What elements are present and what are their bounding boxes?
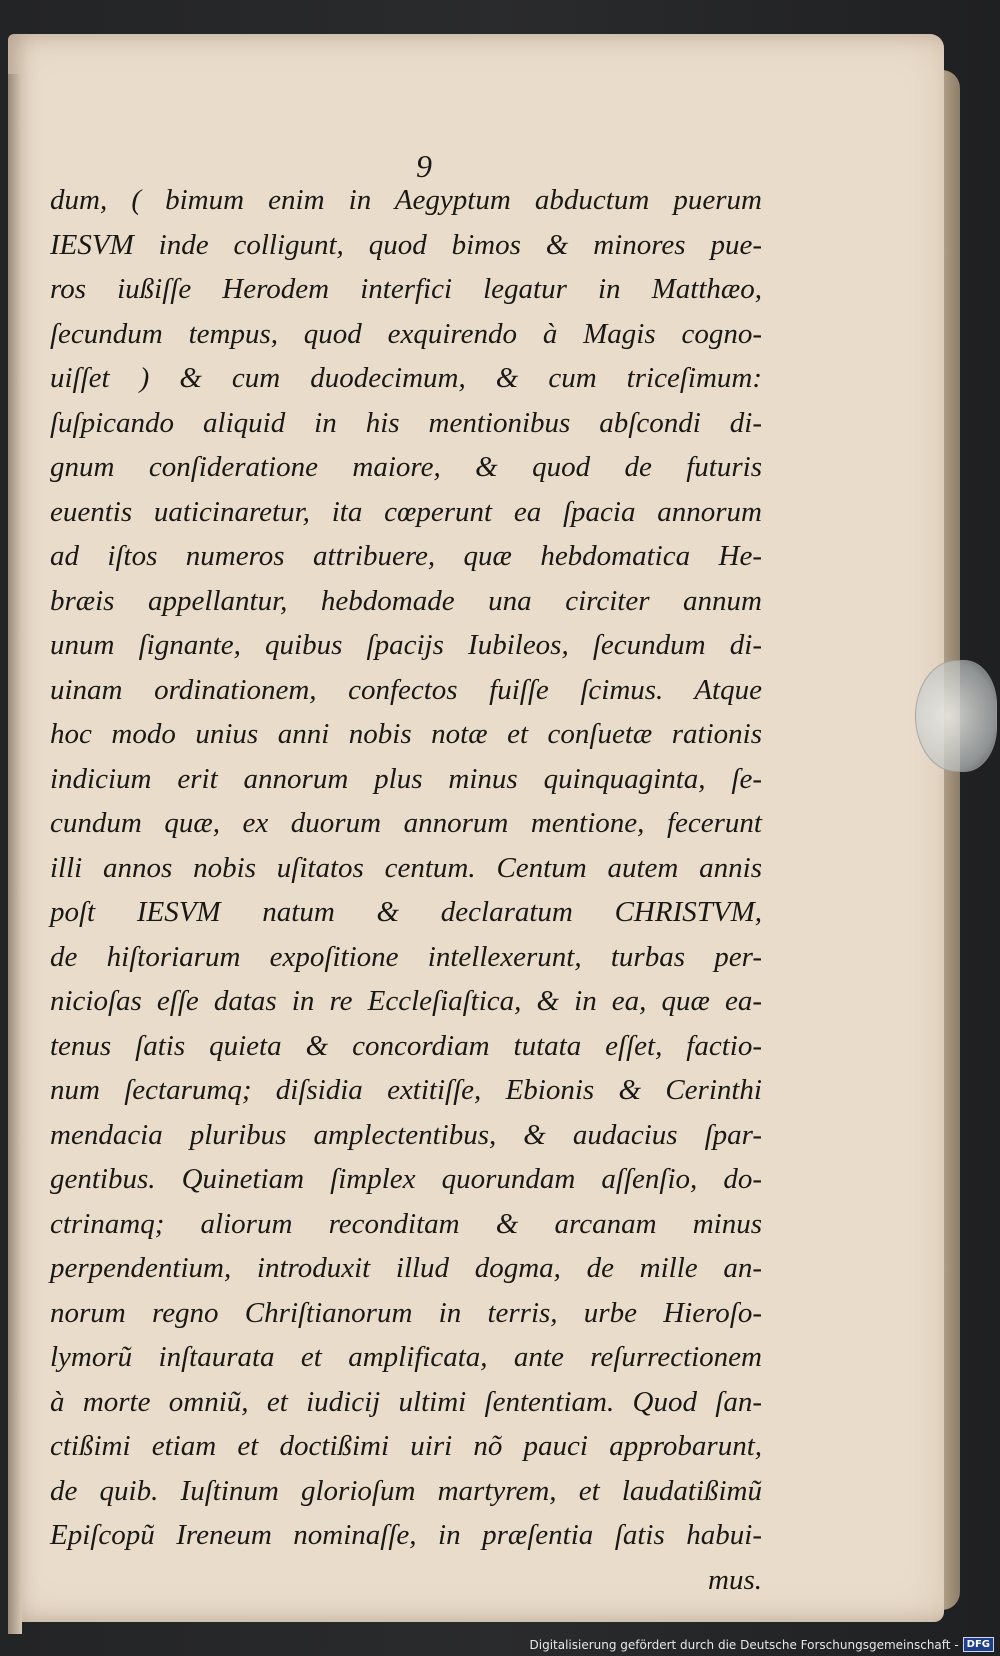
text-line: ſecundum tempus, quod exquirendo à Magis cogno- <box>50 317 762 350</box>
text-line: nicioſas eſſe datas in re Eccleſiaſtica, & in ea, quæ ea- <box>50 985 762 1017</box>
text-line: perpendentium, introduxit illud dogma, de mille an- <box>50 1252 762 1284</box>
text-line: poſt IESVM natum & declaratum CHRISTVM, <box>50 896 762 928</box>
text-line: uiſſet ) & cum duodecimum, & cum triceſimum: <box>50 362 762 394</box>
text-line: de hiſtoriarum expoſitione intellexerunt, turbas per- <box>50 940 762 973</box>
text-line: ad iſtos numeros attribuere, quæ hebdomatica He- <box>50 540 762 572</box>
text-line: ctißimi etiam et doctißimi uiri nõ pauci approbarunt, <box>50 1430 762 1462</box>
text-line: lymorũ inſtaurata et amplificata, ante reſurrectionem <box>50 1341 762 1373</box>
dfg-logo: DFG <box>963 1637 994 1652</box>
text-line: euentis uaticinaretur, ita cœperunt ea ſpacia annorum <box>50 495 762 528</box>
text-line: bræis appellantur, hebdomade una circiter annum <box>50 584 762 617</box>
text-line: ſuſpicando aliquid in his mentionibus abſcondi di- <box>50 406 762 439</box>
text-line: à morte omniũ, et iudicij ultimi ſententiam. Quod ſan- <box>50 1385 762 1418</box>
text-line: ctrinamq; aliorum reconditam & arcanam minus <box>50 1207 762 1240</box>
text-line: indicium erit annorum plus minus quinquaginta, ſe- <box>50 762 762 795</box>
text-line: de quib. Iuſtinum glorioſum martyrem, et laudatißimũ <box>50 1474 762 1507</box>
text-line: num ſectarumq; diſsidia extitiſſe, Ebionis & Cerinthi <box>50 1074 762 1106</box>
text-line: norum regno Chriſtianorum in terris, urbe Hieroſo- <box>50 1296 762 1329</box>
text-line: cundum quæ, ex duorum annorum mentione, fecerunt <box>50 807 762 839</box>
text-line: Epiſcopũ Ireneum nominaſſe, in præſentia ſatis habui- <box>50 1519 762 1551</box>
text-line: gnum conſideratione maiore, & quod de futuris <box>50 451 762 483</box>
text-line: dum, ( bimum enim in Aegyptum abductum puerum <box>50 184 762 216</box>
page-gutter <box>8 74 22 1634</box>
text-line: mendacia pluribus amplectentibus, & audacius ſpar- <box>50 1118 762 1151</box>
text-line: uinam ordinationem, confectos fuiſſe ſcimus. Atque <box>50 673 762 706</box>
text-line: ros iußiſſe Herodem interfici legatur in Matthæo, <box>50 273 762 305</box>
text-line: gentibus. Quinetiam ſimplex quorundam aſſenſio, do- <box>50 1163 762 1195</box>
text-block <box>50 178 762 1602</box>
text-line: illi annos nobis uſitatos centum. Centum autem annis <box>50 851 762 884</box>
page-number: 9 <box>416 148 432 184</box>
page-tab-marker <box>915 660 997 772</box>
text-line: tenus ſatis quieta & concordiam tutata eſſet, factio- <box>50 1029 762 1062</box>
credit-text: Digitalisierung gefördert durch die Deutsche Forschungsgemeinschaft - <box>529 1637 959 1652</box>
text-line: IESVM inde colligunt, quod bimos & minores pue- <box>50 228 762 261</box>
text-line: hoc modo unius anni nobis notæ et conſuetæ rationis <box>50 718 762 750</box>
text-line: unum ſignante, quibus ſpacijs Iubileos, ſecundum di- <box>50 629 762 661</box>
digitization-credit <box>530 1637 995 1652</box>
catchword: mus. <box>708 1563 762 1596</box>
